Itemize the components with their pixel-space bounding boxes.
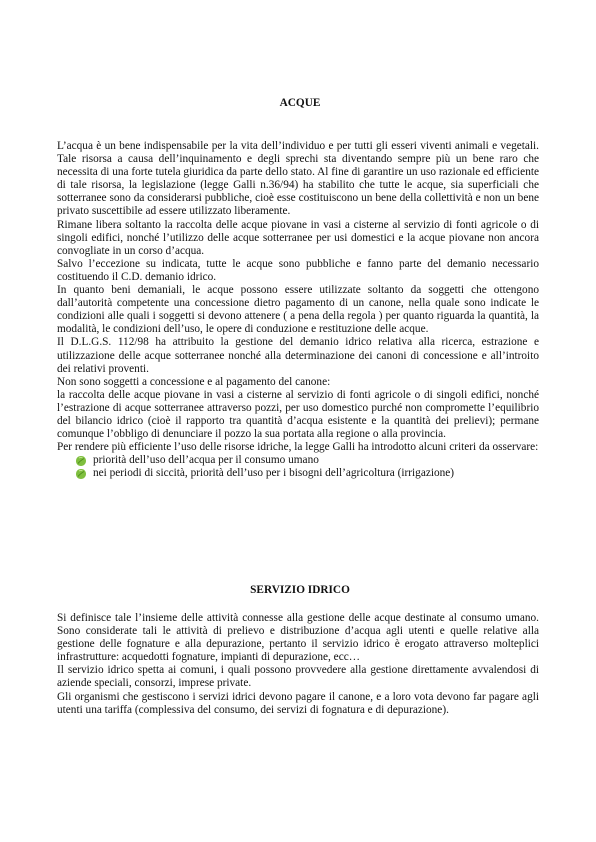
section-title-servizio-idrico: SERVIZIO IDRICO	[250, 584, 350, 596]
list-item	[75, 467, 539, 480]
paragraph: Gli organismi che gestiscono i servizi idrici devono pagare il canone, e a loro vota devono far pagare agli utenti una tariffa (complessiva del consumo, dei servizi di fognatura e di depurazione).	[57, 690, 539, 716]
paragraph: Salvo l’eccezione su indicata, tutte le acque sono pubbliche e fanno parte del demanio necessario costituendo il C.D. demanio idrico.	[57, 257, 539, 283]
paragraph: In quanto beni demaniali, le acque possono essere utilizzate soltanto da soggetti che ottengono dall’autorità competente una concessione dietro pagamento di un canone, nella quale sono indicate le condizioni alle quali i soggetti si devono attenere ( a pena della regola ) per quanto riguarda la quantità, la modalità, le condizioni dell’uso, le opere di conduzione e restituzione delle acque.	[57, 284, 539, 336]
paragraph: L’acqua è un bene indispensabile per la vita dell’individuo e per tutti gli esseri viventi animali e vegetali. Tale risorsa a causa dell’inquinamento e degli sprechi sta diventando sempre più un bene raro che necessita di una forte tutela giuridica da parte dello stato. Al fine di garantire un uso razionale ed efficiente di tale risorsa, la legislazione (legge Galli n.36/94) ha stabilito che tutte le acque, sia superficiali che sotterranee sono da considerarsi pubbliche, cioè esse costituiscono un bene della collettività e non un bene privato suscettibile ad essere utilizzato liberamente.	[57, 140, 539, 218]
green-leaf-bullet-icon	[75, 468, 87, 480]
paragraph: la raccolta delle acque piovane in vasi a cisterne al servizio di fonti agricole o di singoli edifici, nonché l’estrazione di acque sotterranee attraverso pozzi, per uso domestico purché non compromette l’equilibrio del bilancio idrico (cioè il rapporto tra quantità d’acqua esistente e la quantità dei prelievi); permane comunque l’obbligo di denunciare il pozzo la sua portata alla regione o alla provincia.	[57, 388, 539, 441]
paragraph: Non sono soggetti a concessione e al pagamento del canone:	[57, 375, 331, 388]
section-title-acque: ACQUE	[279, 97, 321, 109]
bullet-text: priorità dell’uso dell’acqua per il consumo umano	[93, 454, 319, 467]
bullet-list	[57, 454, 539, 480]
list-item	[75, 454, 539, 467]
paragraph: Si definisce tale l’insieme delle attività connesse alla gestione delle acque destinate al consumo umano. Sono considerate tali le attività di prelievo e distribuzione d’acqua agli utenti e quelle relative alla gestione delle fognature e alla depurazione, pertanto il servizio idrico è erogato attraverso molteplici infrastrutture: acquedotti fognature, impianti di depurazione, ecc…	[57, 612, 539, 664]
paragraph: Per rendere più efficiente l’uso delle risorse idriche, la legge Galli ha introdotto alcuni criteri da osservare:	[57, 441, 539, 454]
green-leaf-bullet-icon	[75, 455, 87, 467]
bullet-text: nei periodi di siccità, priorità dell’uso per i bisogni dell’agricoltura (irrigazione)	[93, 467, 455, 480]
paragraph: Il D.L.G.S. 112/98 ha attribuito la gestione del demanio idrico relativa alla ricerca, estrazione e utilizzazione delle acque sotterranee nonché alla determinazione dei canoni di concessione e all’introito dei relativi proventi.	[57, 336, 539, 375]
paragraph: Rimane libera soltanto la raccolta delle acque piovane in vasi a cisterne al servizio di fonti agricole o di singoli edifici, nonché l’utilizzo delle acque sotterranee per usi domestici e la acque piovane non ancora convogliate in un corso d’acqua.	[57, 218, 539, 257]
section-body-servizio-idrico	[57, 612, 539, 717]
paragraph: Il servizio idrico spetta ai comuni, i quali possono provvedere alla gestione direttamente avvalendosi di aziende speciali, consorzi, imprese private.	[57, 664, 539, 690]
section-body-acque	[57, 140, 539, 480]
